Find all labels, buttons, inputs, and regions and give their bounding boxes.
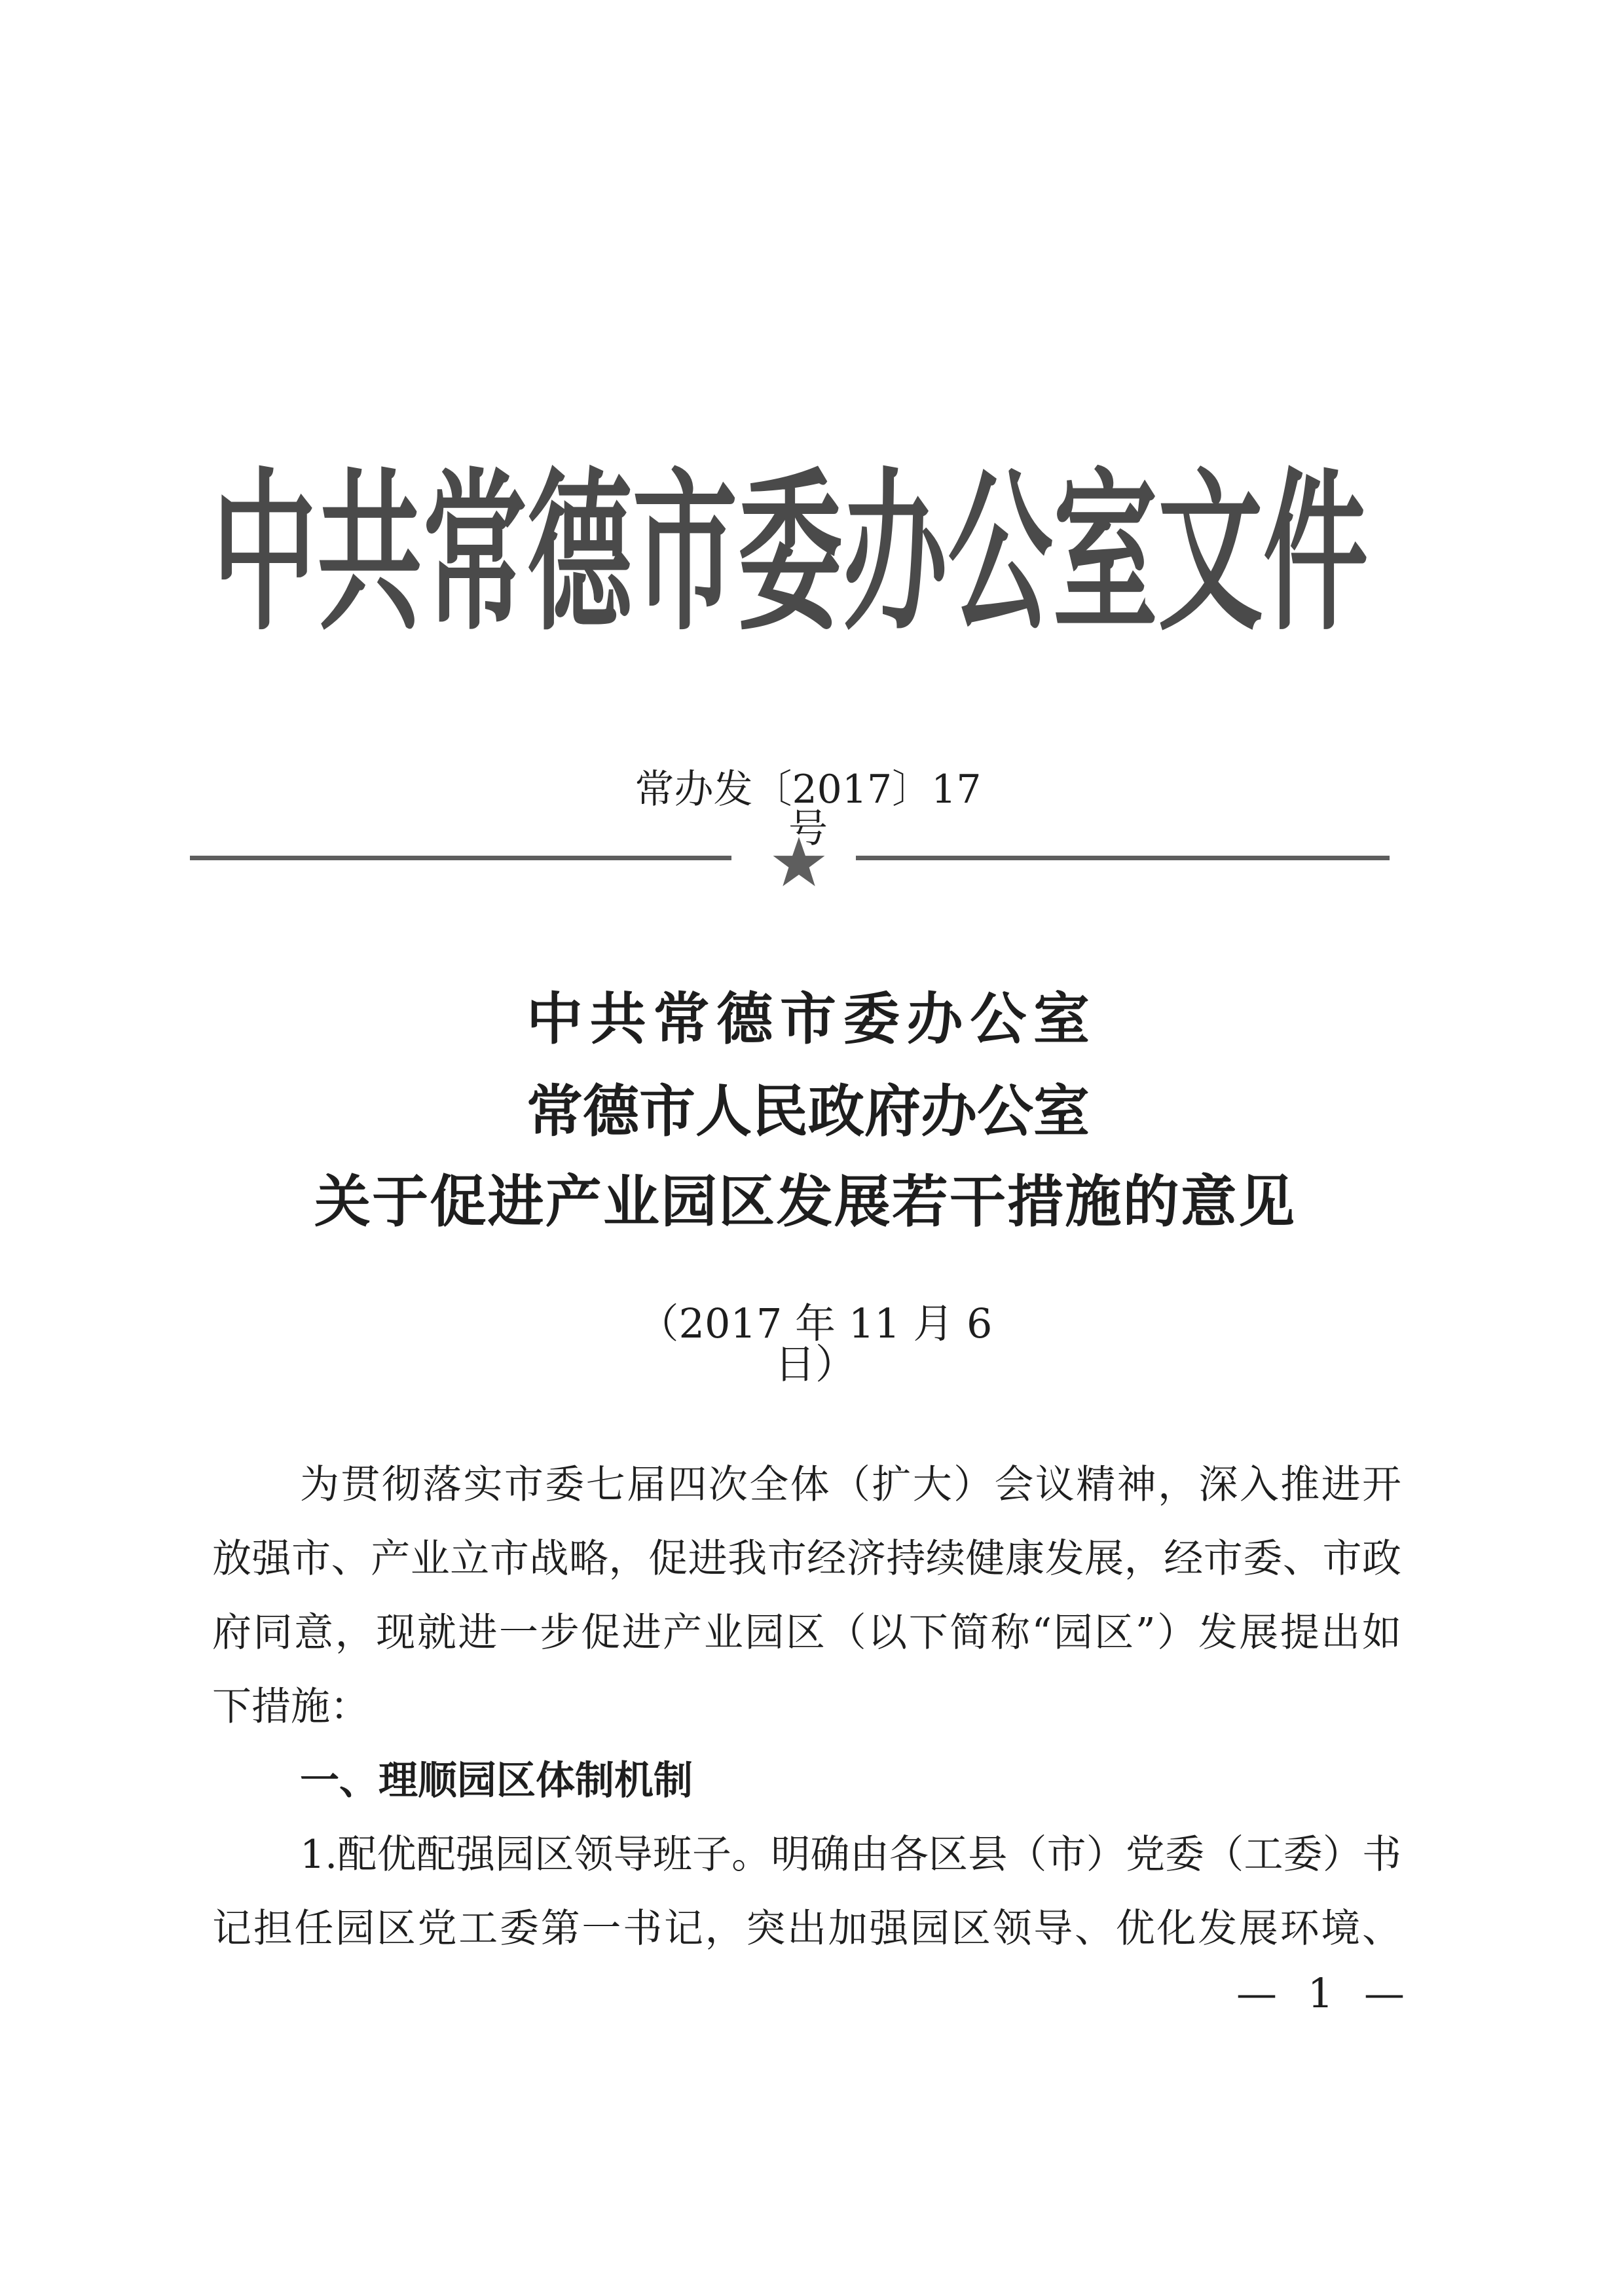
divider-line-right bbox=[856, 856, 1390, 860]
page-number: — 1 — bbox=[1236, 1969, 1405, 2017]
document-title-line: 常德市人民政府办公室 bbox=[526, 1079, 1090, 1144]
body-text-line: 为贯彻落实市委七届四次全体（扩大）会议精神，深入推进开 bbox=[300, 1462, 1401, 1508]
document-date: （2017 年 11 月 6 日） bbox=[638, 1300, 993, 1388]
document-number: 常办发〔2017〕17 号 bbox=[635, 767, 982, 852]
body-text-line: 放强市、产业立市战略，促进我市经济持续健康发展，经市委、市政 bbox=[212, 1536, 1401, 1582]
divider-line-left bbox=[190, 856, 731, 860]
star-icon bbox=[771, 835, 826, 890]
body-text-line: 记担任园区党工委第一书记，突出加强园区领导、优化发展环境、 bbox=[212, 1906, 1401, 1952]
body-text-line: 1.配优配强园区领导班子。明确由各区县（市）党委（工委）书 bbox=[300, 1832, 1401, 1878]
document-title-line: 中共常德市委办公室 bbox=[526, 987, 1090, 1052]
masthead-title: 中共常德市委办公室文件 bbox=[212, 450, 1368, 655]
document-title-line: 关于促进产业园区发展若干措施的意见 bbox=[314, 1169, 1295, 1235]
body-text-line: 下措施： bbox=[212, 1684, 369, 1730]
body-text-line: 府同意，现就进一步促进产业园区（以下简称“园区”）发展提出如 bbox=[212, 1610, 1401, 1656]
section-heading: 一、理顺园区体制机制 bbox=[300, 1758, 693, 1804]
